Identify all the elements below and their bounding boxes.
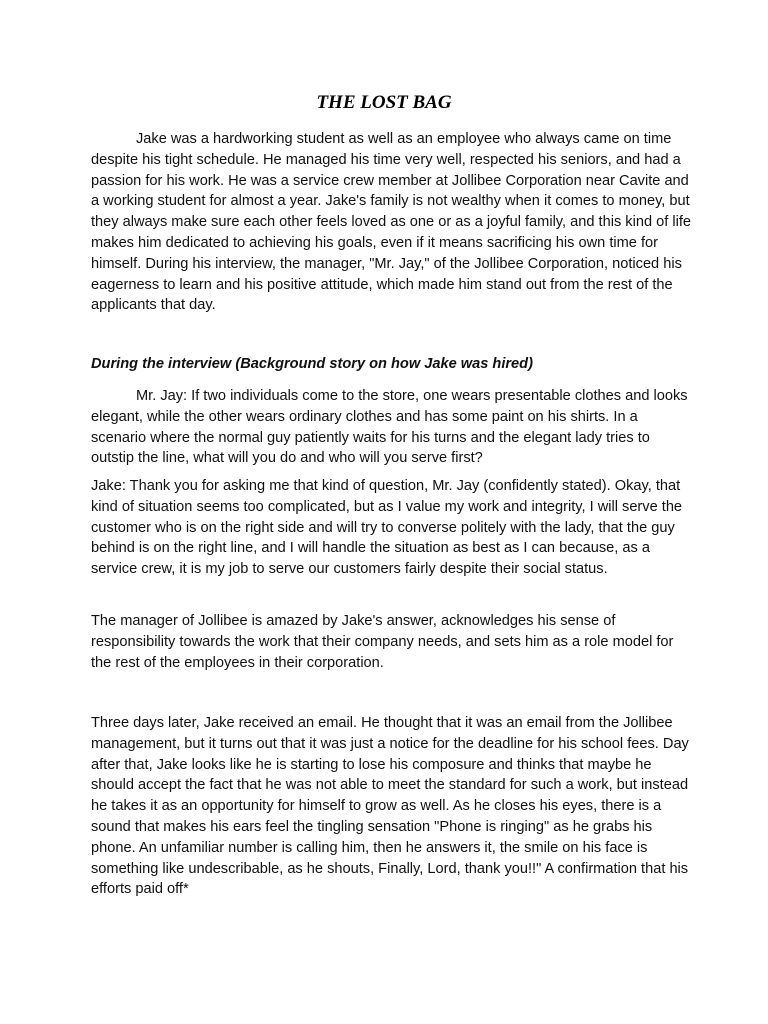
intro-paragraph: Jake was a hardworking student as well as an employee who always came on time despite his tight schedule. He managed his time very well, respected his seniors, and had a passion for his work. He was a service crew member at Jollibee Corporation near Cavite and a working student for almost a year. Jake's family is not wealthy when it comes to money, but they always make sure each other feels loved as one or as a joyful family, and this kind of life makes him dedicated to achieving his goals, even if it means sacrificing his own time for himself. During his interview, the manager, "Mr. Jay," of the Jollibee Corporation, noticed his eagerness to learn and his positive attitude, which made him stand out from the rest of the applicants that day. — [91, 131, 692, 314]
section-heading: During the interview (Background story on how Jake was hired) — [91, 356, 533, 372]
three-days-later-paragraph: Three days later, Jake received an email. He thought that it was an email from the Jollibee management, but it turns out that it was just a notice for the deadline for his school fees. Day after that, Jake looks like he is starting to lose his composure and thinks that maybe he should accept the fact that he was not able to meet the standard for such a work, but instead he takes it as an opportunity for himself to grow as well. As he closes his eyes, there is a sound that makes his ears feel the tingling sensation "Phone is ringing" as he grabs his phone. An unfamiliar number is calling him, then he answers it, the smile on his face is something like undescribable, as he shouts, Finally, Lord, thank you!!" A confirmation that his efforts paid off* — [91, 715, 689, 898]
manager-paragraph: The manager of Jollibee is amazed by Jake's answer, acknowledges his sense of responsibility towards the work that their company needs, and sets him as a role model for the rest of the employees in their corporation. — [91, 613, 674, 671]
document-title: THE LOST BAG — [316, 92, 452, 113]
mr-jay-paragraph: Mr. Jay: If two individuals come to the store, one wears presentable clothes and looks elegant, while the other wears ordinary clothes and has some paint on his shirts. In a scenario where the normal guy patiently waits for his turns and the elegant lady tries to outstip the line, what will you do and who will you serve first? — [91, 388, 688, 467]
jake-paragraph: Jake: Thank you for asking me that kind of question, Mr. Jay (confidently stated). Okay, that kind of situation seems too complicated, but as I value my work and integrity, I will serve the customer who is on the right side and will try to converse politely with the lady, that the guy behind is on the right line, and I will handle the situation as best as I can because, as a service crew, it is my job to serve our customers fairly despite their social status. — [91, 478, 683, 578]
